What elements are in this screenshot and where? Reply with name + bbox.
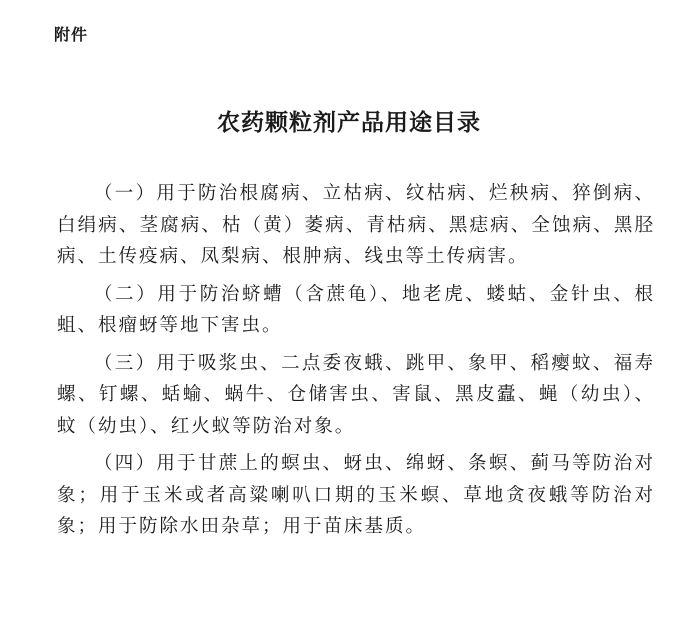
- paragraph-3: （三）用于吸浆虫、二点委夜蛾、跳甲、象甲、稻瘿蚊、福寿螺、钉螺、蛞蝓、蜗牛、仓储害虫、害鼠、黑皮蠹、蝇（幼虫）、蚊（幼虫）、红火蚁等防治对象。: [57, 352, 655, 437]
- paragraph-2: （二）用于防治蛴螬（含蔗龟）、地老虎、蝼蛄、金针虫、根蛆、根瘤蚜等地下害虫。: [57, 283, 655, 336]
- document-body: [57, 178, 655, 549]
- paragraph-1: （一）用于防治根腐病、立枯病、纹枯病、烂秧病、猝倒病、白绢病、茎腐病、枯（黄）萎病、青枯病、黑痣病、全蚀病、黑胫病、土传疫病、凤梨病、根肿病、线虫等土传病害。: [57, 183, 655, 267]
- attachment-label: 附件: [54, 25, 89, 44]
- paragraph-4: （四）用于甘蔗上的螟虫、蚜虫、绵蚜、条螟、蓟马等防治对象；用于玉米或者高粱喇叭口期的玉米螟、草地贪夜蛾等防治对象；用于防除水田杂草；用于苗床基质。: [57, 453, 655, 537]
- document-title: 农药颗粒剂产品用途目录: [217, 109, 481, 136]
